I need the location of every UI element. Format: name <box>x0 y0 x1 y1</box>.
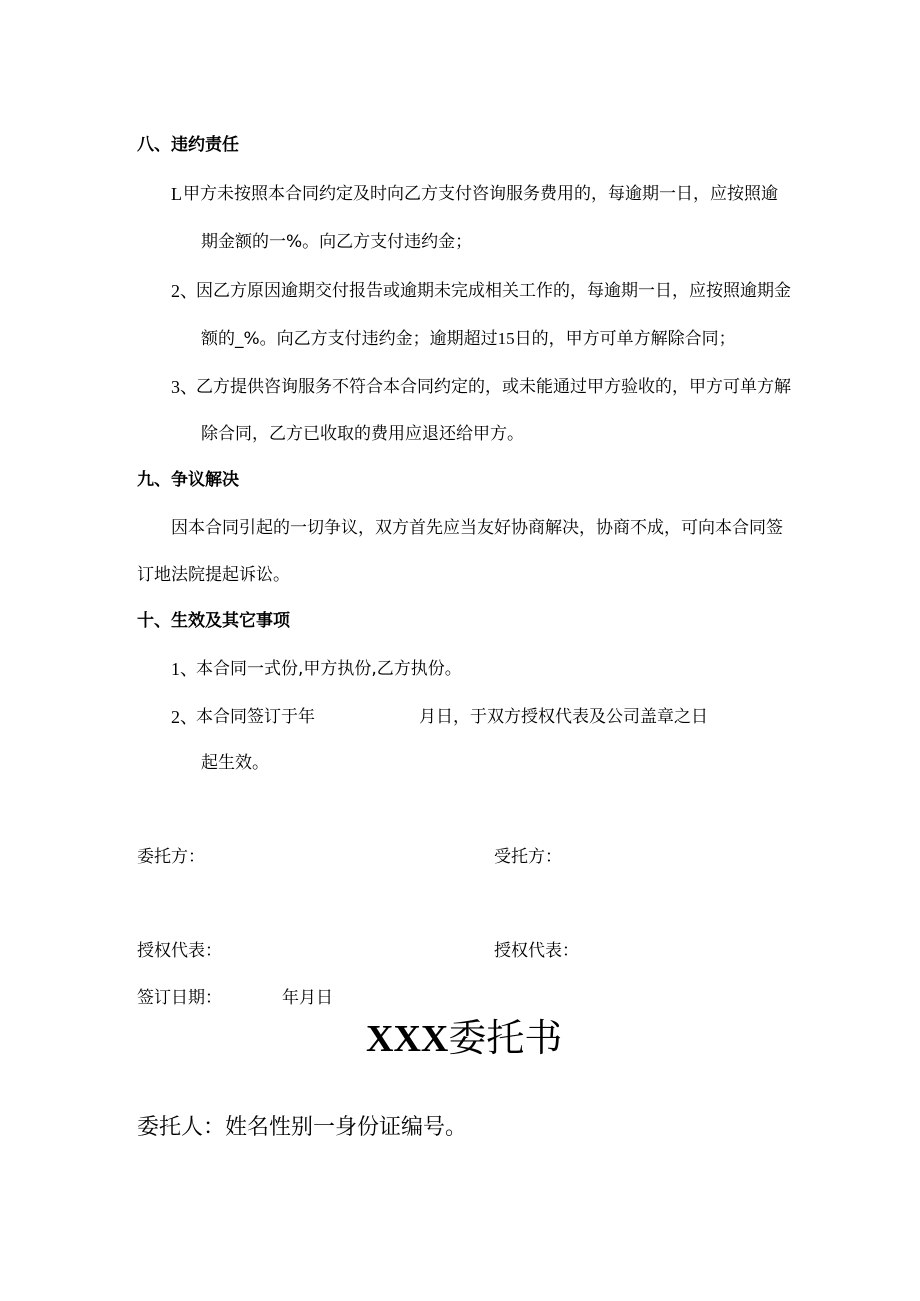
item-number: 2、 <box>171 707 198 727</box>
sign-date-value: 年月日 <box>282 988 333 1008</box>
principal-line: 委托人：姓名性别一身份证编号。 <box>137 1115 468 1140</box>
item-number: L <box>171 184 182 204</box>
section-heading-dispute: 九、争议解决 <box>137 470 239 490</box>
item-number: 3、 <box>171 377 198 397</box>
section-heading-breach: 八、违约责任 <box>137 135 239 155</box>
item-text-part-a: 本合同签订于年 <box>196 707 315 727</box>
document-title: XXX委托书 <box>366 1018 563 1060</box>
item-text: 本合同一式份,甲方执份,乙方执份。 <box>196 659 462 679</box>
item-number: 1、 <box>171 659 198 679</box>
section-heading-effective: 十、生效及其它事项 <box>137 611 290 631</box>
paragraph-line1: 因本合同引起的一切争议，双方首先应当友好协商解决，协商不成，可向本合同签 <box>171 518 783 538</box>
item-text-line1: 因乙方原因逾期交付报告或逾期未完成相关工作的，每逾期一日，应按照逾期金 <box>196 281 791 301</box>
client-rep-label: 授权代表： <box>137 941 222 961</box>
paragraph-line2: 订地法院提起诉讼。 <box>137 565 290 585</box>
item-text-line2: 额的_%。向乙方支付违约金；逾期超过15日的，甲方可单方解除合同； <box>201 329 736 349</box>
item-text-part-b: 月日，于双方授权代表及公司盖章之日 <box>419 707 708 727</box>
client-label: 委托方： <box>137 847 205 867</box>
item-text-line2: 起生效。 <box>201 753 269 773</box>
item-text-line2: 期金额的一%。向乙方支付违约金； <box>201 232 473 252</box>
sign-date-label: 签订日期： <box>137 988 222 1008</box>
item-text-line2: 除合同，乙方已收取的费用应退还给甲方。 <box>201 424 524 444</box>
item-text-line1: 甲方未按照本合同约定及时向乙方支付咨询服务费用的，每逾期一日，应按照逾 <box>183 184 778 204</box>
contractor-rep-label: 授权代表： <box>494 941 579 961</box>
item-text-line1: 乙方提供咨询服务不符合本合同约定的，或未能通过甲方验收的，甲方可单方解 <box>196 377 791 397</box>
contractor-label: 受托方： <box>494 847 562 867</box>
item-number: 2、 <box>171 281 198 301</box>
